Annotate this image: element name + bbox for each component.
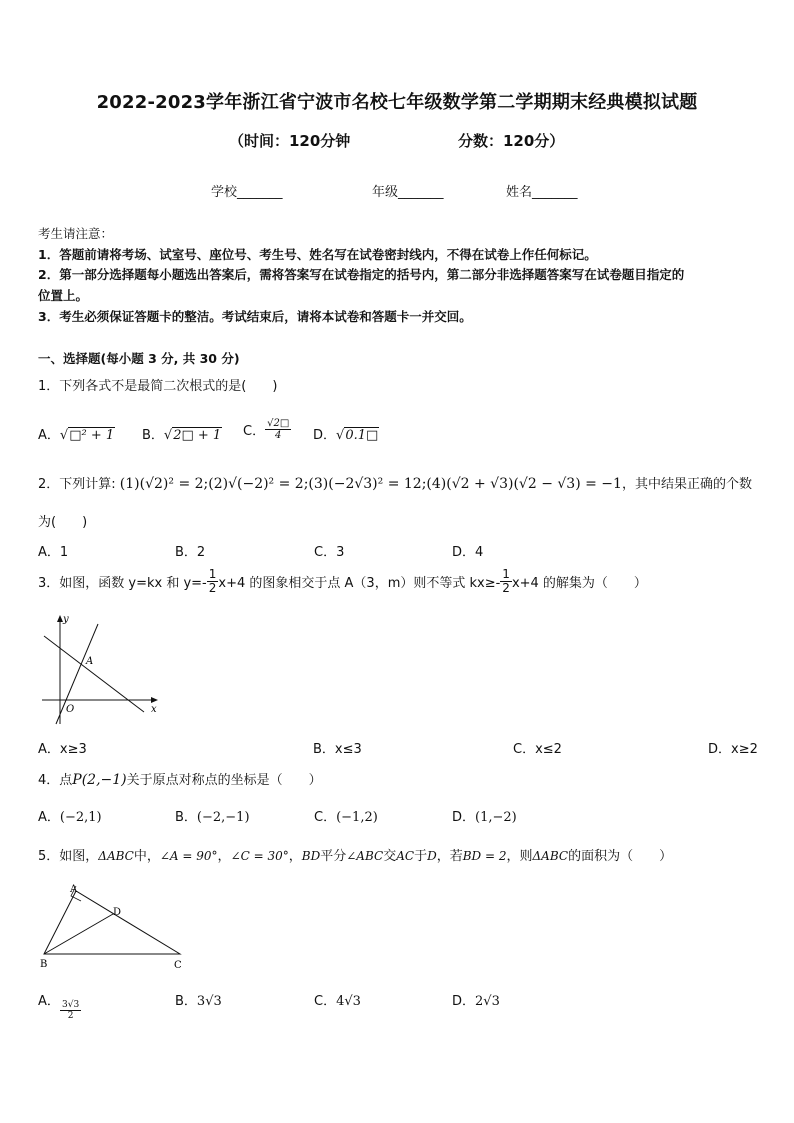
question-3-stem: 3．如图，函数 y=kx 和 y=- $\frac{1}{2}$ x+4 的图象相交于点 A（3，m）则不等式 kx≥- $\frac{1}{2}$ x+4 的解集为（ ） bbox=[38, 567, 647, 595]
q5-option-c: C．4√3 bbox=[314, 994, 361, 1009]
vertex-c-label: C bbox=[174, 960, 182, 971]
q2-option-c: C．3 bbox=[314, 545, 345, 560]
q1-option-b: B．√2□ + 1 bbox=[142, 428, 222, 443]
question-2-line2: 为( ) bbox=[38, 515, 88, 530]
q2-expression: (1)(√2)² = 2;(2)√(−2)² = 2;(3)(−2√3)² = 12;(4)(√2 + √3)(√2 − √3) = −1 bbox=[119, 476, 622, 492]
y-label: y bbox=[63, 614, 69, 625]
q1-option-a: A．√□² + 1 bbox=[38, 428, 115, 443]
notice-item: 3．考生必须保证答题卡的整洁。考试结束后，请将本试卷和答题卡一并交回。 bbox=[38, 309, 472, 324]
q2-option-d: D．4 bbox=[452, 545, 484, 560]
triangle-abc bbox=[44, 891, 180, 954]
q3-option-a: A．x≥3 bbox=[38, 742, 87, 757]
q5-figure bbox=[34, 880, 194, 974]
page-title: 2022-2023学年浙江省宁波市名校七年级数学第二学期期末经典模拟试题 bbox=[96, 92, 698, 113]
question-1-stem: 1．下列各式不是最简二次根式的是( ) bbox=[38, 379, 278, 394]
notice-item: 位置上。 bbox=[38, 288, 89, 303]
line-y-neg-half-x-plus-4 bbox=[44, 636, 144, 712]
name-field: 姓名_______ bbox=[506, 185, 578, 200]
question-5-stem: 5．如图，ΔABC中，∠A = 90°，∠C = 30°，BD平分∠ABC交AC于D，若BD = 2，则ΔABC的面积为（ ） bbox=[38, 849, 673, 864]
q3-option-b: B．x≤3 bbox=[313, 742, 362, 757]
school-field: 学校_______ bbox=[211, 185, 283, 200]
x-axis-arrow bbox=[151, 697, 158, 703]
vertex-a-label: A bbox=[70, 884, 78, 895]
vertex-b-label: B bbox=[40, 959, 48, 970]
q5-option-d: D．2√3 bbox=[452, 994, 500, 1009]
q5-option-b: B．3√3 bbox=[175, 994, 222, 1009]
notice-item: 2．第一部分选择题每小题选出答案后，需将答案写在试卷指定的括号内，第二部分非选择题答案写在试卷题目指定的 bbox=[38, 267, 685, 282]
exam-time: （时间：120分钟 bbox=[229, 132, 351, 150]
q4-option-c: C．(−1,2) bbox=[314, 810, 378, 825]
exam-score: 分数：120分） bbox=[458, 132, 565, 150]
origin-label: O bbox=[66, 704, 75, 715]
notice-heading: 考生请注意： bbox=[38, 226, 114, 241]
section-heading: 一、选择题(每小题 3 分, 共 30 分) bbox=[38, 351, 240, 366]
q5-option-a-value: $\frac{3√3}{2}$ bbox=[62, 1000, 80, 1021]
grade-field: 年级_______ bbox=[372, 185, 444, 200]
q1-option-d: D．√0.1□ bbox=[313, 428, 379, 443]
q3-figure bbox=[38, 612, 162, 730]
q4-option-b: B．(−2,−1) bbox=[175, 810, 250, 825]
question-2-stem: 2．下列计算: (1)(√2)² = 2;(2)√(−2)² = 2;(3)(−2√3)² = 12;(4)(√2 + √3)(√2 − √3) = −1，其中结果正确的个数 bbox=[38, 476, 752, 492]
line-y-kx bbox=[56, 624, 98, 724]
q2-option-a: A．1 bbox=[38, 545, 69, 560]
q4-option-a: A．(−2,1) bbox=[38, 810, 102, 825]
notice-item: 1．答题前请将考场、试室号、座位号、考生号、姓名写在试卷密封线内，不得在试卷上作任何标记。 bbox=[38, 247, 597, 262]
q3-option-c: C．x≤2 bbox=[513, 742, 562, 757]
x-label: x bbox=[151, 704, 157, 715]
point-d-label: D bbox=[113, 907, 122, 918]
q5-option-a: A． bbox=[38, 994, 60, 1009]
point-a-label: A bbox=[86, 656, 94, 667]
question-4-stem: 4．点P(2,−1)关于原点对称点的坐标是（ ） bbox=[38, 772, 322, 788]
q1-option-c: C． $\frac{√2□}{4}$ bbox=[243, 418, 290, 441]
q3-option-d: D．x≥2 bbox=[708, 742, 758, 757]
q2-option-b: B．2 bbox=[175, 545, 206, 560]
q4-option-d: D．(1,−2) bbox=[452, 810, 517, 825]
